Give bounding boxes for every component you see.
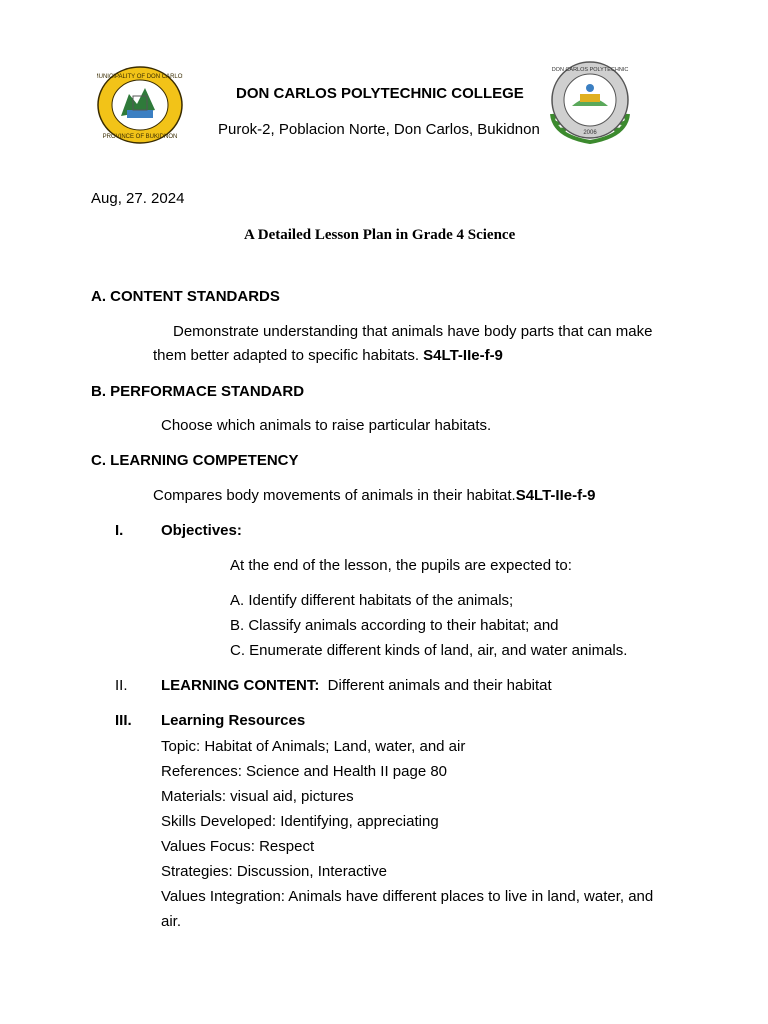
svg-text:PROVINCE OF BUKIDNON: PROVINCE OF BUKIDNON [102,134,178,140]
resource-item: air. [161,913,182,930]
college-seal-logo [544,60,636,146]
objective-item: A. Identify different habitats of the animals; [230,592,514,609]
learning-content-text: Different animals and their habitat [327,677,552,694]
learning-content-line [161,676,552,696]
resource-item: Skills Developed: Identifying, appreciating [161,813,439,830]
svg-text:DON CARLOS POLYTECHNIC: DON CARLOS POLYTECHNIC [551,67,629,73]
learning-content-numeral: II. [115,677,128,694]
learning-competency-text: Compares body movements of animals in their habitat. [153,487,516,504]
objective-item: B. Classify animals according to their habitat; and [230,617,559,634]
resource-item: Topic: Habitat of Animals; Land, water, and air [161,738,466,755]
objectives-heading: Objectives: [161,522,242,539]
learning-competency-code: S4LT-IIe-f-9 [515,487,596,504]
content-standards-code: S4LT-IIe-f-9 [423,347,503,364]
municipality-seal-logo [97,66,183,144]
learning-resources-heading: Learning Resources [161,712,306,729]
content-standards-text: them better adapted to specific habitats. [153,347,424,364]
performance-standard-heading: B. PERFORMACE STANDARD [91,383,305,400]
document-title: A Detailed Lesson Plan in Grade 4 Science [244,227,516,243]
svg-text:MUNICIPALITY OF DON CARLOS: MUNICIPALITY OF DON CARLOS [97,74,183,80]
college-address: Purok-2, Poblacion Norte, Don Carlos, Bukidnon [218,121,540,138]
content-standards-line-2 [153,346,503,366]
college-name: DON CARLOS POLYTECHNIC COLLEGE [236,85,524,102]
resource-item: Values Integration: Animals have different places to live in land, water, and [161,888,654,905]
content-standards-line-1: Demonstrate understanding that animals have body parts that can make [173,323,653,340]
performance-standard-text: Choose which animals to raise particular habitats. [161,417,492,434]
learning-content-heading: LEARNING CONTENT: [161,677,320,694]
learning-competency-heading: C. LEARNING COMPETENCY [91,452,299,469]
content-standards-heading: A. CONTENT STANDARDS [91,288,280,305]
resource-item: Strategies: Discussion, Interactive [161,863,387,880]
resource-item: Materials: visual aid, pictures [161,788,354,805]
lesson-date: Aug, 27. 2024 [91,190,185,207]
objective-item: C. Enumerate different kinds of land, air, and water animals. [230,642,628,659]
svg-text:2006: 2006 [583,130,597,136]
objectives-intro: At the end of the lesson, the pupils are expected to: [230,557,572,574]
resource-item: References: Science and Health II page 80 [161,763,448,780]
learning-resources-numeral: III. [115,712,132,729]
resource-item: Values Focus: Respect [161,838,315,855]
objectives-numeral: I. [115,522,124,539]
learning-competency-line [153,486,595,506]
